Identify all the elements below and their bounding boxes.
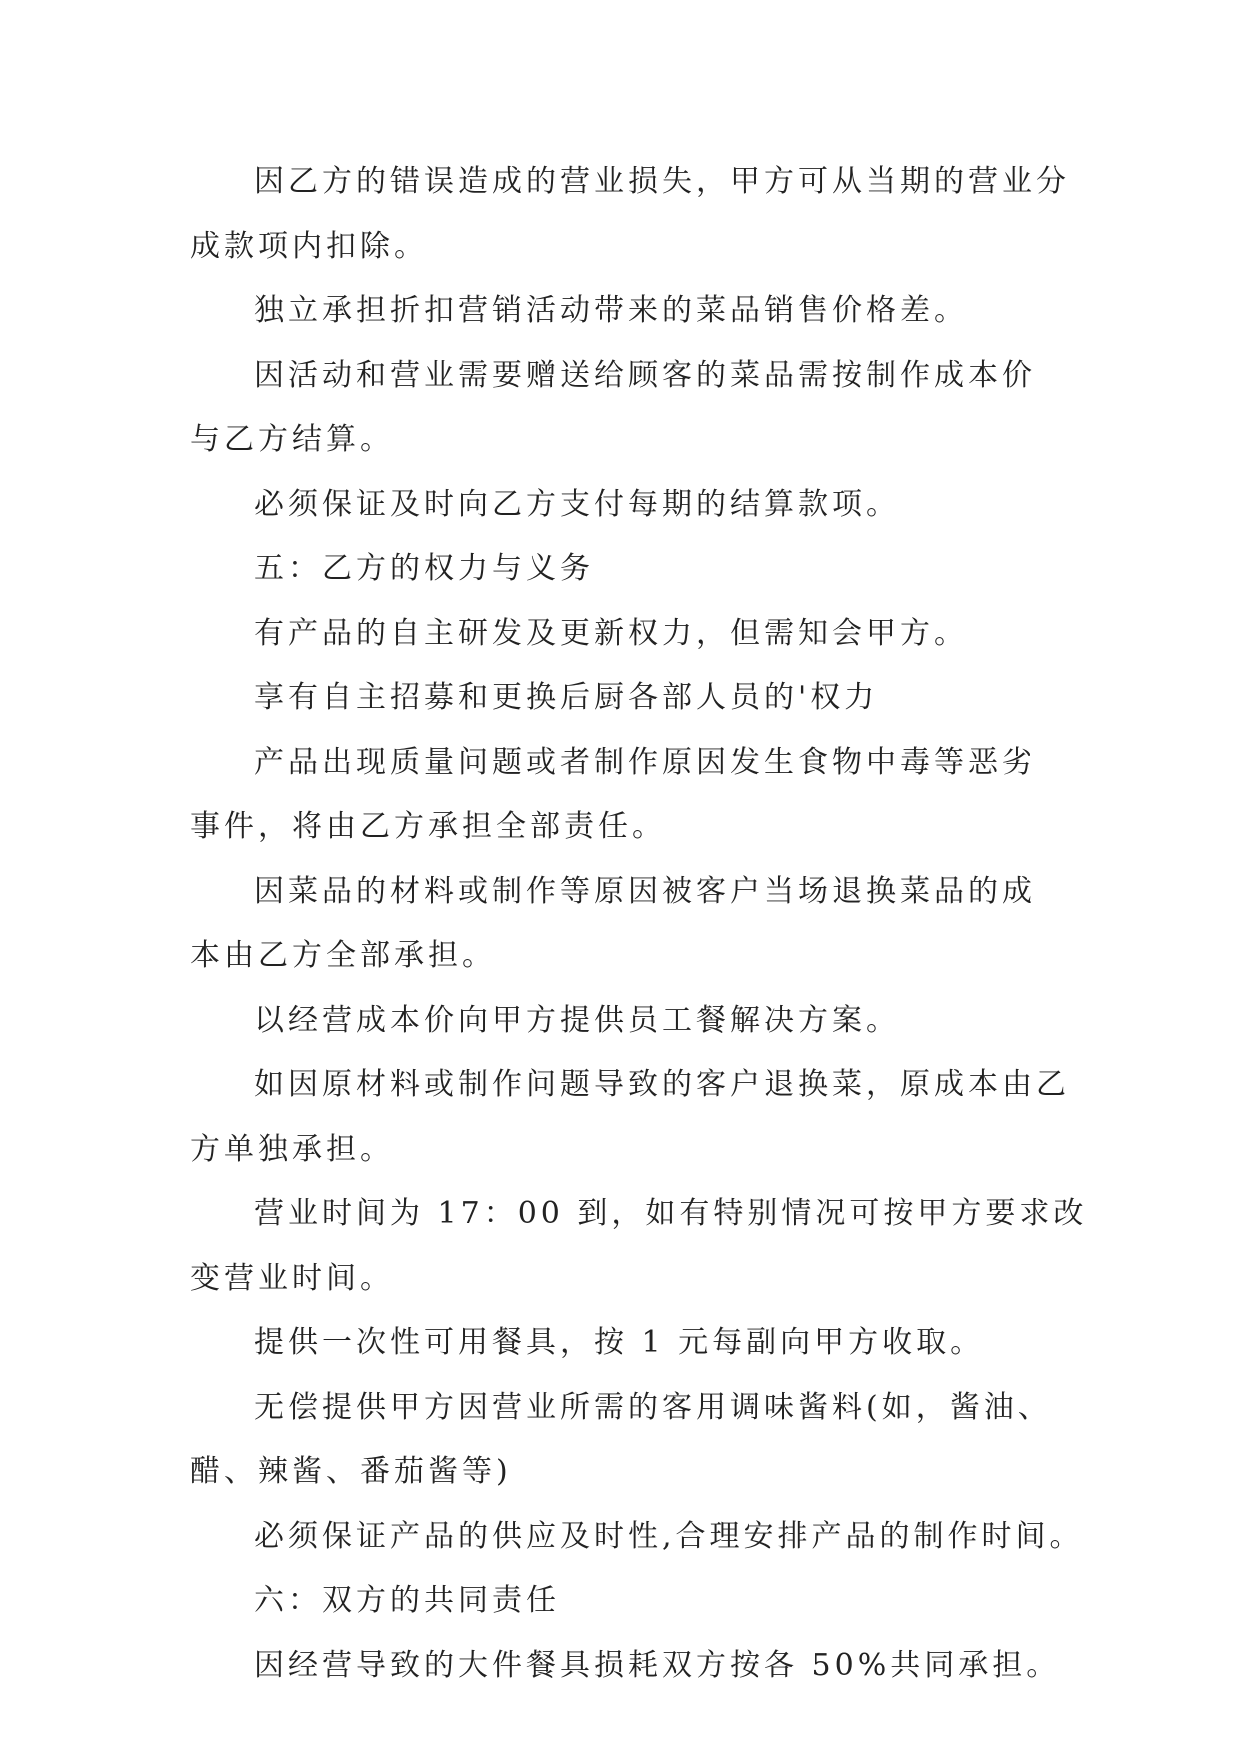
- paragraph-line: 必须保证及时向乙方支付每期的结算款项。: [254, 486, 900, 522]
- paragraph-line: 营业时间为 17：00 到，如有特别情况可按甲方要求改: [254, 1196, 1088, 1231]
- paragraph-line: 醋、辣酱、番茄酱等): [190, 1454, 512, 1489]
- paragraph-line: 因经营导致的大件餐具损耗双方按各 50%共同承担。: [254, 1647, 1061, 1683]
- paragraph-line: 无偿提供甲方因营业所需的客用调味酱料(如，酱油、: [254, 1389, 1052, 1425]
- paragraph-line: 产品出现质量问题或者制作原因发生食物中毒等恶劣: [254, 744, 1036, 780]
- paragraph-line: 成款项内扣除。: [190, 228, 428, 264]
- paragraph-line: 以经营成本价向甲方提供员工餐解决方案。: [254, 1002, 900, 1038]
- paragraph-line: 必须保证产品的供应及时性,合理安排产品的制作时间。: [254, 1518, 1084, 1554]
- paragraph-line: 提供一次性可用餐具，按 1 元每副向甲方收取。: [254, 1325, 985, 1360]
- paragraph-line: 因菜品的材料或制作等原因被客户当场退换菜品的成: [254, 873, 1036, 909]
- paragraph-line: 变营业时间。: [190, 1260, 394, 1296]
- section-heading: 五：乙方的权力与义务: [254, 551, 594, 586]
- document-body: [190, 150, 1088, 1698]
- paragraph-line: 独立承担折扣营销活动带来的菜品销售价格差。: [254, 293, 968, 328]
- paragraph-line: 本由乙方全部承担。: [190, 938, 496, 973]
- section-heading: 六：双方的共同责任: [254, 1583, 560, 1618]
- paragraph-line: 享有自主招募和更换后厨各部人员的'权力: [254, 680, 879, 715]
- paragraph-line: 因活动和营业需要赠送给顾客的菜品需按制作成本价: [254, 357, 1036, 393]
- paragraph-line: 有产品的自主研发及更新权力，但需知会甲方。: [254, 615, 968, 651]
- paragraph-line: 因乙方的错误造成的营业损失，甲方可从当期的营业分: [254, 164, 1070, 199]
- paragraph-line: 事件，将由乙方承担全部责任。: [190, 809, 666, 844]
- paragraph-line: 如因原材料或制作问题导致的客户退换菜，原成本由乙: [254, 1067, 1070, 1102]
- paragraph-line: 与乙方结算。: [190, 422, 394, 457]
- paragraph-line: 方单独承担。: [190, 1131, 394, 1167]
